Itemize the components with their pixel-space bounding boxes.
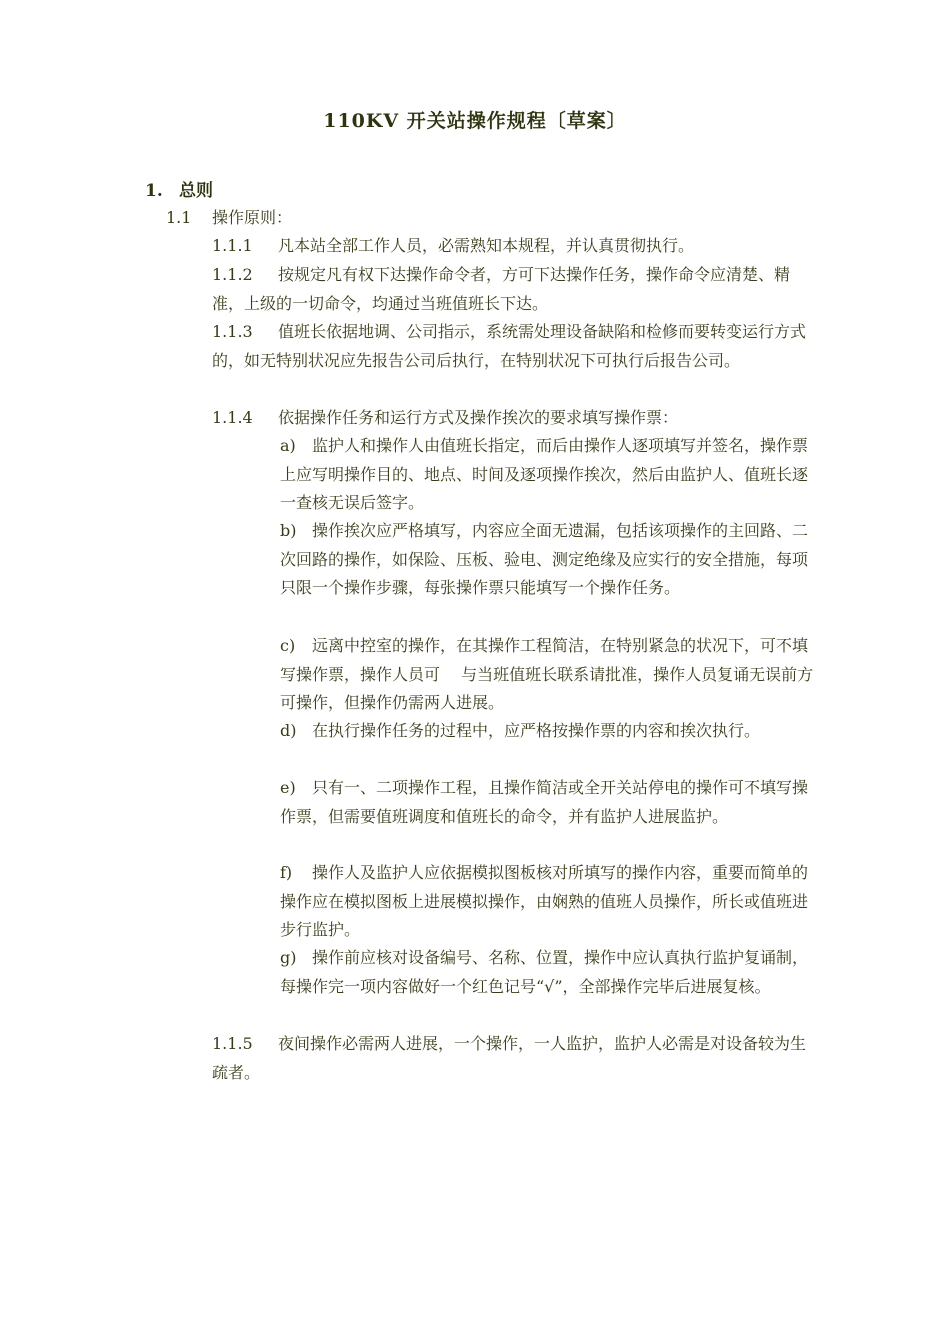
clause-number: 1.1.2 xyxy=(212,265,253,284)
section-heading xyxy=(145,176,213,201)
clause-1-1-4 xyxy=(212,404,812,433)
subclause-d xyxy=(280,717,814,746)
clause-number: 1.1.1 xyxy=(212,236,253,255)
page-title: 110KV 开关站操作规程〔草案〕 xyxy=(323,110,627,132)
clause-number: 1.1.4 xyxy=(212,408,253,427)
subclause-e xyxy=(280,774,814,831)
clause-1-1-2 xyxy=(212,261,812,318)
clause-1-1-1 xyxy=(212,232,812,261)
subsection-heading xyxy=(166,205,292,228)
subclause-label: f) xyxy=(280,863,293,882)
subclause-label: b) xyxy=(280,521,297,540)
section-number: 1. xyxy=(145,181,163,201)
subclause-label: g) xyxy=(280,948,297,967)
subclause-label: a) xyxy=(280,436,296,455)
subclause-text: 远离中控室的操作，在其操作工程简洁，在特别紧急的状况下，可不填写操作票，操作人员可 与当班值班长联系请批准，操作人员复诵无误前方可操作，但操作仍需两人进展。 xyxy=(280,636,814,712)
subclause-text: 操作前应核对设备编号、名称、位置，操作中应认真执行监护复诵制，每操作完一项内容做好一个红色记号“√”，全部操作完毕后进展复核。 xyxy=(280,948,809,996)
subsection-title: 操作原则： xyxy=(212,208,293,227)
subclause-text: 操作人及监护人应依据模拟图板核对所填写的操作内容，重要而简单的操作应在模拟图板上进展模拟操作，由娴熟的值班人员操作，所长或值班进步行监护。 xyxy=(280,863,809,939)
clause-1-1-5 xyxy=(212,1030,812,1087)
subclause-c xyxy=(280,632,814,718)
clause-number: 1.1.5 xyxy=(212,1034,253,1053)
clause-text: 凡本站全部工作人员，必需熟知本规程，并认真贯彻执行。 xyxy=(278,236,695,255)
subclause-label: c) xyxy=(280,636,296,655)
subclause-b xyxy=(280,517,814,603)
subclause-text: 在执行操作任务的过程中，应严格按操作票的内容和挨次执行。 xyxy=(312,721,761,740)
clause-text: 按规定凡有权下达操作命令者，方可下达操作任务，操作命令应清楚、精准，上级的一切命令，均通过当班值班长下达。 xyxy=(212,265,791,313)
subclause-label: e) xyxy=(280,778,296,797)
clause-text: 依据操作任务和运行方式及操作挨次的要求填写操作票： xyxy=(278,408,679,427)
clause-number: 1.1.3 xyxy=(212,322,253,341)
subsection-number: 1.1 xyxy=(166,208,192,227)
clause-text: 值班长依据地调、公司指示，系统需处理设备缺陷和检修而要转变运行方式的，如无特别状况应先报告公司后执行，在特别状况下可执行后报告公司。 xyxy=(212,322,807,370)
subclause-text: 操作挨次应严格填写，内容应全面无遗漏，包括该项操作的主回路、二次回路的操作，如保险、压板、验电、测定绝缘及应实行的安全措施，每项只限一个操作步骤，每张操作票只能填写一个操作任务。 xyxy=(280,521,809,597)
clause-text: 夜间操作必需两人进展，一个操作，一人监护，监护人必需是对设备较为生疏者。 xyxy=(212,1034,807,1082)
clause-1-1-3 xyxy=(212,318,812,375)
subclause-text: 只有一、二项操作工程，且操作简洁或全开关站停电的操作可不填写操作票，但需要值班调度和值班长的命令，并有监护人进展监护。 xyxy=(280,778,809,826)
subclause-g xyxy=(280,944,814,1001)
subclause-a xyxy=(280,432,814,518)
subclause-label: d) xyxy=(280,721,297,740)
subclause-text: 监护人和操作人由值班长指定，而后由操作人逐项填写并签名，操作票上应写明操作目的、地点、时间及逐项操作挨次，然后由监护人、值班长逐一查核无误后签字。 xyxy=(280,436,809,512)
section-title: 总则 xyxy=(179,181,213,201)
subclause-f xyxy=(280,859,814,945)
